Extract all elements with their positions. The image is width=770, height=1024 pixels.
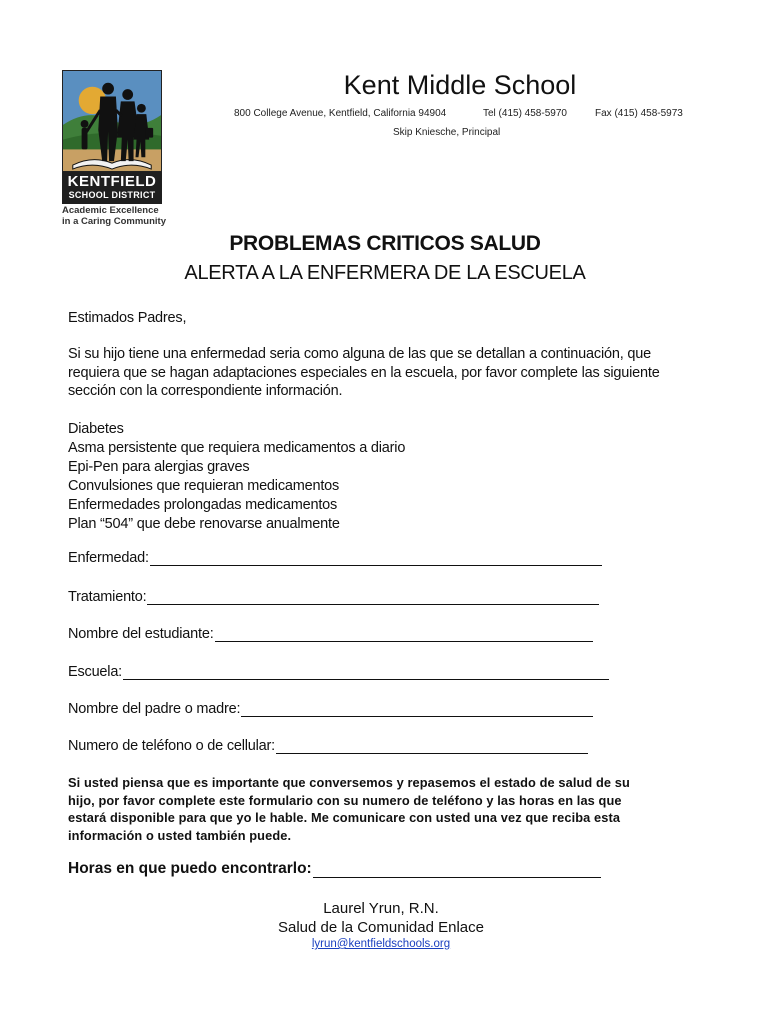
tratamiento-line[interactable] [147,589,599,605]
estudiante-line[interactable] [215,626,593,642]
signature-email-link[interactable]: lyrun@kentfieldschools.org [311,938,451,950]
intro-line: sección con la correspondiente información. [68,383,343,399]
greeting: Estimados Padres, [68,310,187,326]
school-tel: Tel (415) 458-5970 [483,108,567,119]
principal-name: Skip Kniesche, Principal [393,127,501,138]
enfermedad-label: Enfermedad: [68,550,149,566]
padre-field [68,701,593,717]
note-line: Si usted piensa que es importante que conversemos y repasemos el estado de salud de su [68,775,630,790]
padre-line[interactable] [241,701,593,717]
tratamiento-label: Tratamiento: [68,589,147,605]
padre-label: Nombre del padre o madre: [68,701,241,717]
school-fax: Fax (415) 458-5973 [595,108,683,119]
document-title: PROBLEMAS CRITICOS SALUD [229,232,541,255]
conditions-list [68,420,405,534]
list-item: Enfermedades prolongadas medicamentos [68,497,338,513]
document-subtitle: ALERTA A LA ENFERMERA DE LA ESCUELA [184,262,586,284]
logo-tagline1: Academic Excellence [62,205,159,216]
logo-line1: KENTFIELD [67,173,157,190]
logo-district-band [62,172,162,204]
estudiante-field [68,626,593,642]
family-books-logo-icon [62,70,162,172]
estudiante-label: Nombre del estudiante: [68,626,214,642]
telefono-field [68,738,588,754]
note-line: estará disponible para que yo le hable. Me comunicare con usted una vez que reciba esta [68,810,621,825]
school-address: 800 College Avenue, Kentfield, California 94904 [234,108,447,119]
school-name: Kent Middle School [343,70,577,100]
contact-note [68,774,708,844]
hours-line[interactable] [313,861,601,878]
telefono-label: Numero de teléfono o de cellular: [68,738,275,754]
list-item: Diabetes [68,421,124,437]
hours-field [68,860,601,878]
logo-tagline2: in a Caring Community [62,215,166,227]
telefono-line[interactable] [276,738,588,754]
hours-label: Horas en que puedo encontrarlo: [68,860,312,877]
intro-line: requiera que se hagan adaptaciones especiales en la escuela, por favor complete las siguiente [68,364,660,381]
intro-paragraph [68,345,708,401]
district-logo [62,70,164,227]
enfermedad-field [68,550,602,566]
enfermedad-line[interactable] [150,550,602,566]
note-line: información o usted también puede. [68,827,292,843]
list-item: Epi-Pen para alergias graves [68,459,250,475]
signature-role: Salud de la Comunidad Enlace [278,919,484,936]
escuela-label: Escuela: [68,664,123,680]
note-line: hijo, por favor complete este formulario con su numero de teléfono y las horas en las que [68,792,622,808]
signature-name: Laurel Yrun, R.N. [323,900,439,917]
list-item: Convulsiones que requieran medicamentos [68,478,340,494]
escuela-field [68,664,609,680]
logo-line2: SCHOOL DISTRICT [68,190,156,200]
escuela-line[interactable] [123,664,609,680]
list-item: Plan “504” que debe renovarse anualmente [68,516,340,532]
tratamiento-field [68,589,599,605]
list-item: Asma persistente que requiera medicamentos a diario [68,440,406,456]
intro-line: Si su hijo tiene una enfermedad seria como alguna de las que se detallan a continuación, que [68,346,651,362]
